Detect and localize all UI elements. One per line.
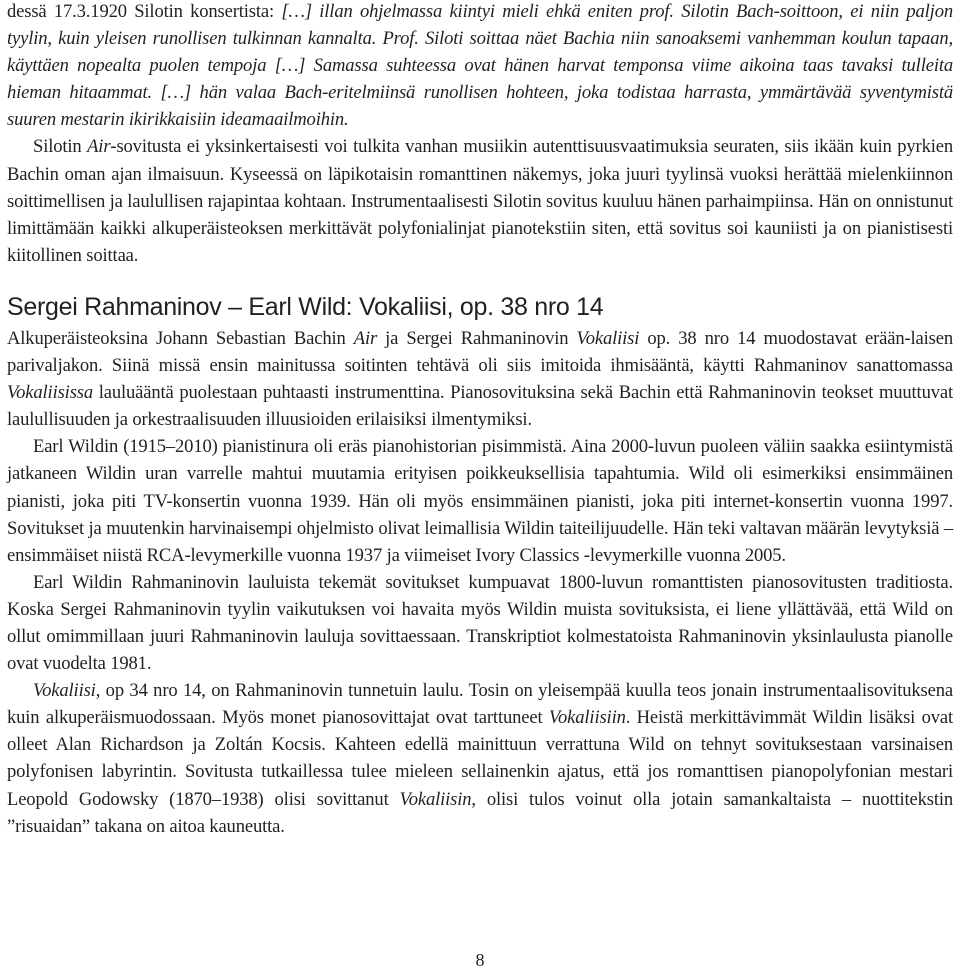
- page-number: 8: [475, 950, 485, 970]
- work-title-air: Air: [87, 136, 111, 158]
- text-run: . Heistä merkittävimmät Wildin lisäksi ovat olleet Alan Richardson ja Zoltán Kocsis. Kahteen edellä mainittuun verrattuna Wild on tehnyt sovituksestaan varsinaisen polyfonisen labyrintin. Sovitusta tutkaillessa tulee mieleen sellainenkin ajatus, että jos romanttisen pianopolyfonian mestari Leopold Godowsky (1870–1938) olisi sovittanut: [7, 707, 953, 810]
- paragraph-wild-arrangements: Earl Wildin Rahmaninovin lauluista tekemät sovitukset kumpuavat 1800-luvun romanttisten pianosovitusten traditiosta. Koska Sergei Rahmaninovin tyylin vaikutuksen voi havaita myös Wildin muista sovituksista, ei liene yllättävää, että Wild on ollut omimmillaan juuri Rahmaninovin lauluja sovittaessaan. Transkriptiot kolmestatoista Rahmaninovin yksinlaulusta pianolle ovat vuodelta 1981.: [7, 571, 953, 675]
- paragraph-originals: [7, 325, 953, 433]
- text-run: lauluääntä puolestaan puhtaasti instrumenttina. Pianosovituksina sekä Bachin että Rahmaninovin teokset muuttuvat laulullisuuden ja orkestraalisuuden illuusioiden erilaisiksi ilmentymiksi.: [7, 382, 953, 431]
- text-run: Alkuperäisteoksina Johann Sebastian Bachin: [7, 327, 354, 349]
- work-title-vokaliisi: Vokaliisi: [576, 327, 640, 349]
- paragraph-vokaliisi: [7, 677, 953, 840]
- paragraph-lead-text: dessä 17.3.1920 Silotin konsertista:: [7, 1, 282, 22]
- text-run: , op 34 nro 14, on Rahmaninovin tunnetuin laulu. Tosin on yleisempää kuulla teos jonain instrumentaalisovituksena kuin alkuperäismuodossaan. Myös monet pianosovittajat ovat tarttuneet: [7, 680, 953, 729]
- work-title-vokaliisin: Vokaliisin: [399, 788, 472, 810]
- paragraph-earl-wild-career: Earl Wildin (1915–2010) pianistinura oli eräs pianohistorian pisimmistä. Aina 2000-luvun puoleen väliin saakka esiintymistä jatkaneen Wildin uran varrelle mahtui muutamia erityisen poikkeuksellisia tapahtumia. Wild oli esimerkiksi ensimmäinen pianisti, joka piti TV-konsertin vuonna 1939. Hän oli myös ensimmäinen pianisti, joka piti internet-konsertin vuonna 1997. Sovitukset ja muutenkin harvinaisempi ohjelmisto olivat leimallisia Wildin taiteilijuudelle. Hän teki valtavan määrän levytyksiä – ensimmäiset niistä RCA-levymerkille vuonna 1937 ja viimeiset Ivory Classics -levymerkille vuonna 2005.: [7, 436, 953, 566]
- section-heading: Sergei Rahmaninov – Earl Wild: Vokaliisi, op. 38 nro 14: [7, 292, 604, 321]
- review-quote: […] illan ohjelmassa kiintyi mieli ehkä eniten prof. Silotin Bach-soittoon, ei niin paljon tyylin, kuin yleisen runollisen tulkinnan kannalta. Prof. Siloti soittaa näet Bachia niin sanoaksemi vanhemman koulun tapaan, käyttäen nopealta puolen tempoja […] Samassa suhteessa ovat hänen harvat temponsa viime aikoina taas tavaksi tulleita hieman hitaammat. […] hän valaa Bach-eritelmiinsä runollisen hohteen, joka todistaa harrasta, ymmärtävää syventymistä suuren mestarin ikirikkaisiin ideamaailmoihin.: [7, 1, 953, 131]
- text-run: ja Sergei Rahmaninovin: [377, 327, 577, 349]
- document-page: [7, 0, 953, 840]
- text-run: , olisi tulos voinut olla jotain samankaltaista – nuottitekstin ”risuaidan” takana on aitoa kauneutta.: [7, 788, 954, 837]
- paragraph-siloti-review: [7, 0, 953, 133]
- work-title-air: Air: [353, 327, 378, 349]
- work-title-vokaliisi: Vokaliisi: [33, 680, 96, 702]
- work-title-vokaliisissa: Vokaliisissa: [7, 382, 94, 404]
- text-run: -sovitusta ei yksinkertaisesti voi tulkita vanhan musiikin autenttisuusvaatimuksia seuraten, siis ikään kuin pyrkien Bachin oman ajan ilmaisuun. Kyseessä on läpikotaisin romanttinen näkemys, joka juuri tyylinsä vuoksi herättää mielenkiinnon soittimellisen ja laulullisen rajapintaa kohtaan. Instrumentaalisesti Silotin sovitus kuuluu hänen parhaimpiinsa. Hän on onnistunut limittämään kaikki alkuperäisteoksen merkittävät polyfonialinjat pianotekstiin siten, että sovitus soi kauniisti ja on pianistisesti kiitollinen soittaa.: [7, 136, 953, 266]
- paragraph-siloti-air: [7, 133, 953, 268]
- text-run: op. 38 nro 14 muodostavat erään-laisen parivaljakon. Siinä missä ensin mainitussa soitinten tehtävä oli siis imitoida ihmisääntä, käytti Rahmaninov sanattomassa: [7, 327, 953, 377]
- text-run: Silotin: [33, 136, 88, 158]
- work-title-vokaliisiin: Vokaliisiin: [548, 707, 626, 729]
